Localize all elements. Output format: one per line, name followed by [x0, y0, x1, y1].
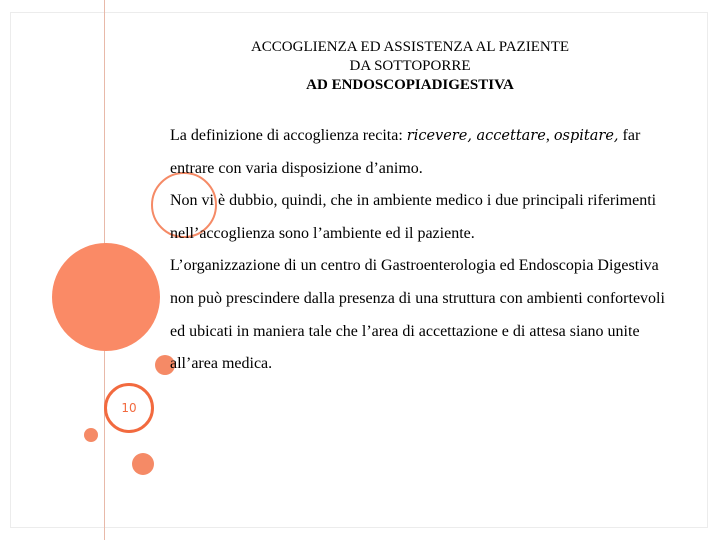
title-line-1: ACCOGLIENZA ED ASSISTENZA AL PAZIENTE	[250, 39, 570, 55]
definition-separator: ,	[545, 127, 554, 144]
decorative-large-circle	[52, 243, 160, 351]
paragraph-organization: L’organizzazione di un centro di Gastroenterologia ed Endoscopia Digestiva non può prescindere dalla presenza di una struttura con ambienti confortevoli ed ubicati in maniera tale che l’area di accettazione e di attesa siano unite all’area medica.	[170, 257, 665, 373]
definition-lead: La definizione di accoglienza recita:	[170, 127, 407, 144]
title-line-3: AD ENDOSCOPIADIGESTIVA	[306, 77, 514, 93]
decorative-dot-circle	[132, 453, 154, 475]
slide-number: 10	[121, 401, 137, 415]
paragraph-references: Non vi è dubbio, quindi, che in ambiente medico i due principali riferimenti nell’accoglienza sono l’ambiente ed il paziente.	[170, 192, 657, 242]
definition-italic-1: ricevere, accettare	[406, 128, 546, 144]
slide-title	[170, 38, 650, 95]
definition-italic-2: ospitare,	[553, 128, 619, 144]
decorative-tiny-circle	[84, 428, 98, 442]
paragraph-definition	[170, 120, 670, 185]
title-line-2: DA SOTTOPORRE	[349, 58, 471, 74]
slide-body	[170, 120, 670, 381]
definition-tail: far entrare con varia disposizione d’animo.	[170, 127, 641, 177]
